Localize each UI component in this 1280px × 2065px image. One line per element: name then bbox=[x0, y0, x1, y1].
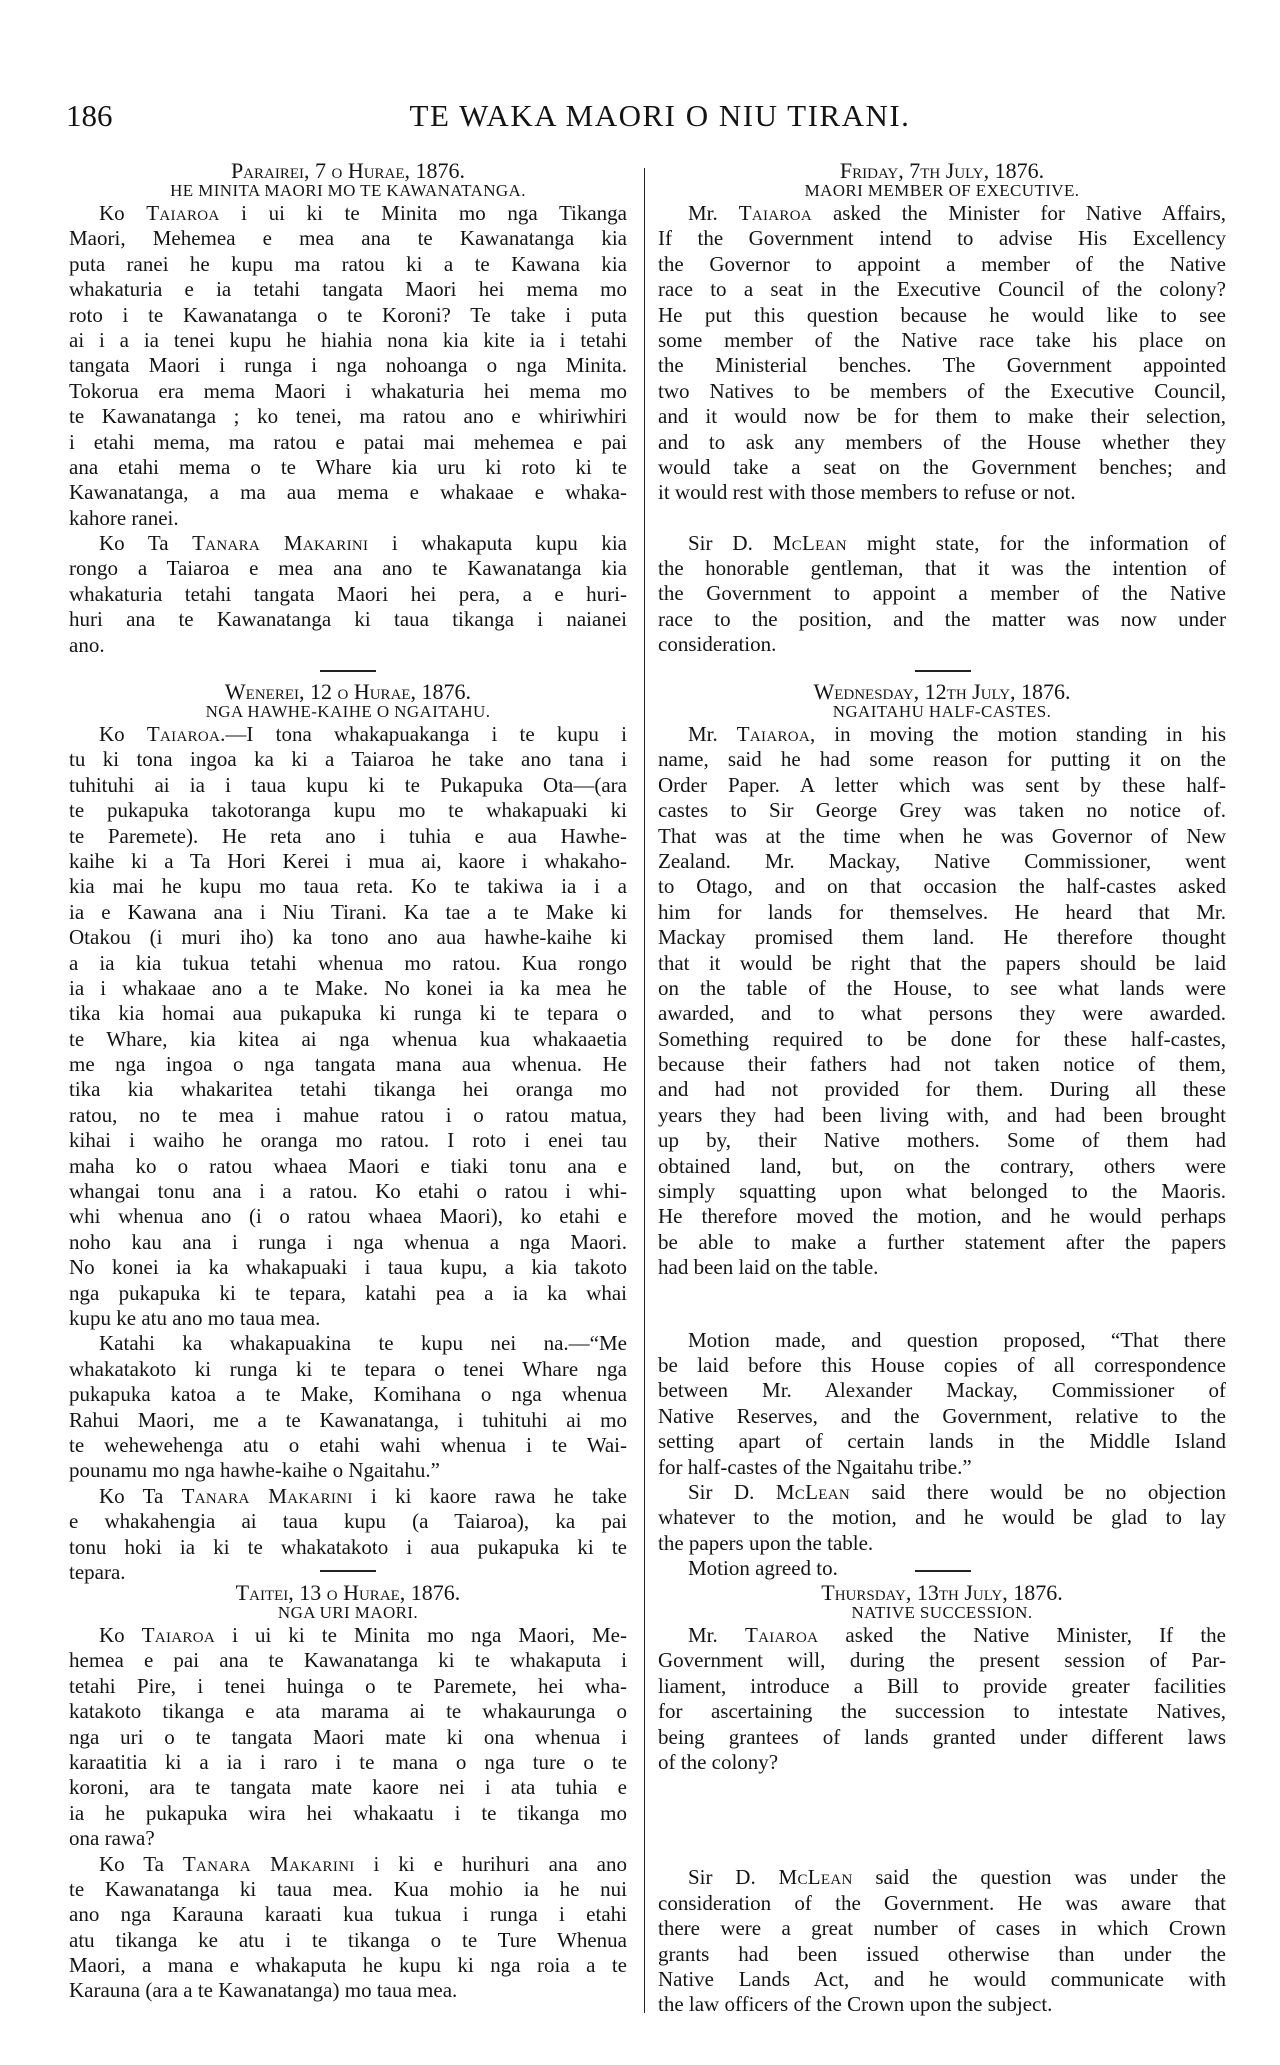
speaker-name: Taiaroa bbox=[146, 201, 220, 225]
text-line: awarded, and to what persons they were awarded. bbox=[658, 1001, 1226, 1026]
text-line: two Natives to be members of the Executive Council, bbox=[658, 378, 1226, 403]
paragraph bbox=[658, 1623, 1226, 1775]
paragraph bbox=[69, 1484, 627, 1586]
text-line: and had not provided for them. During all these bbox=[658, 1077, 1226, 1102]
text-line: being grantees of lands granted under different laws bbox=[658, 1724, 1226, 1749]
page-number: 186 bbox=[66, 98, 113, 133]
section-english-3 bbox=[658, 1582, 1226, 2018]
text-line: whakaturia e ia tetahi tangata Maori hei mema mo bbox=[69, 277, 627, 302]
text-line: to Otago, and on that occasion the half-castes asked bbox=[658, 874, 1226, 899]
text-line: Government will, during the present session of Par- bbox=[658, 1648, 1226, 1673]
text-line: tonu hoki ia ki te whakatakoto i aua pukapuka ki te bbox=[69, 1534, 627, 1559]
text-line: He put this question because he would like to see bbox=[658, 302, 1226, 327]
text-line: him for lands for themselves. He heard that Mr. bbox=[658, 899, 1226, 924]
section-body bbox=[658, 1623, 1226, 2018]
speaker-name: Taiaroa bbox=[736, 722, 811, 746]
speaker-name: Taiaroa bbox=[141, 1623, 215, 1647]
text-line: Native Reserves, and the Government, relative to the bbox=[658, 1403, 1226, 1428]
text-line: race to the position, and the matter was now under bbox=[658, 606, 1226, 631]
text-line: some member of the Native race take his place on bbox=[658, 327, 1226, 352]
text-line: of the colony? bbox=[658, 1749, 779, 1774]
text-line: Native Lands Act, and he would communicate with bbox=[658, 1966, 1226, 1991]
text-line: ratou, no te mea i mahue ratou i o ratou matua, bbox=[69, 1102, 627, 1127]
paragraph bbox=[69, 722, 627, 1331]
text-line: castes to Sir George Grey was taken no notice of. bbox=[658, 798, 1226, 823]
text-line: rongo a Taiaroa e mea ana ano te Kawanatanga kia bbox=[69, 556, 627, 581]
text-line: ano. bbox=[69, 632, 105, 657]
text-line: whakaturia tetahi tangata Maori hei pera, a e huri- bbox=[69, 581, 627, 606]
text-line: the honorable gentleman, that it was the intention of bbox=[658, 556, 1226, 581]
text-line: Motion agreed to. bbox=[688, 1556, 838, 1581]
text-line: Ko Ta Tanara Makarini i whakaputa kupu kia bbox=[99, 531, 627, 556]
speaker-name: McLean bbox=[775, 1479, 850, 1504]
paragraph bbox=[69, 1331, 627, 1483]
text-line: Maori, a mana e whakaputa he kupu ki nga roia a te bbox=[69, 1953, 627, 1978]
section-body bbox=[69, 201, 627, 658]
text-line: up by, their Native mothers. Some of them had bbox=[658, 1128, 1226, 1153]
section-date: Friday, 7th July, 1876. bbox=[839, 158, 1045, 183]
paragraph bbox=[658, 201, 1226, 506]
section-rule bbox=[915, 670, 971, 672]
text-line: That was at the time when he was Governor of New bbox=[658, 823, 1226, 848]
text-line: Ko Taiaroa i ui ki te Minita mo nga Maori, Me- bbox=[99, 1623, 627, 1647]
text-line: Sir D. McLean said there would be no objection bbox=[688, 1479, 1226, 1504]
text-line: and to ask any members of the House whether they bbox=[658, 429, 1226, 454]
text-line: kahore ranei. bbox=[69, 505, 179, 530]
text-line: whatever to the motion, and he would be glad to lay bbox=[658, 1505, 1226, 1530]
section-heading: NGA HAWHE-KAIHE O NGAITAHU. bbox=[205, 702, 491, 721]
text-line: Ko Ta Tanara Makarini i ki e hurihuri ana ano bbox=[99, 1851, 628, 1876]
speaker-name: Tanara Makarini bbox=[181, 1483, 353, 1508]
paragraph bbox=[69, 531, 627, 658]
column-divider bbox=[644, 168, 645, 2013]
text-line: Ko Taiaroa i ui ki te Minita mo nga Tikanga bbox=[99, 201, 628, 225]
text-line: obtained land, but, on the contrary, others were bbox=[658, 1153, 1226, 1178]
text-line: Zealand. Mr. Mackay, Native Commissioner, went bbox=[658, 848, 1226, 873]
paragraph bbox=[69, 201, 627, 531]
text-line: on the table of the House, to see what lands were bbox=[658, 975, 1226, 1000]
text-line: Rahui Maori, me a te Kawanatanga, i tuhituhi ai mo bbox=[69, 1407, 627, 1432]
text-line: tuhituhi ai ia i taua kupu ki te Pukapuka Ota—(ara bbox=[69, 772, 627, 797]
text-line: simply squatting upon what belonged to the Maoris. bbox=[658, 1179, 1226, 1204]
paragraph bbox=[658, 722, 1226, 1281]
text-line: the law officers of the Crown upon the subject. bbox=[658, 1992, 1053, 2017]
text-line: because their fathers had not taken notice of them, bbox=[658, 1052, 1226, 1077]
text-line: race to a seat in the Executive Council of the colony? bbox=[658, 277, 1226, 302]
text-line: ana etahi mema o te Whare kia uru ki roto ki te bbox=[69, 454, 627, 479]
text-line: would take a seat on the Government benches; and bbox=[658, 454, 1226, 479]
text-line: ai i a ia tenei kupu he hiahia nona kia kite ia i tetahi bbox=[69, 327, 627, 352]
text-line: the papers upon the table. bbox=[658, 1530, 874, 1555]
text-line: for half-castes of the Ngaitahu tribe.” bbox=[658, 1454, 972, 1479]
text-line: te Whare, kia kitea ai nga whenua kua whakaaetia bbox=[69, 1026, 627, 1051]
text-line: there were a great number of cases in which Crown bbox=[658, 1916, 1226, 1941]
speaker-name: Tanara Makarini bbox=[192, 531, 369, 556]
section-heading: MAORI MEMBER OF EXECUTIVE. bbox=[804, 181, 1080, 200]
section-body bbox=[658, 201, 1226, 658]
text-line: kia mai he kupu mo taua reta. Ko te takiwa ia i a bbox=[69, 874, 627, 899]
text-line: nga uri o te tangata Maori mate ki ona whenua i bbox=[69, 1724, 627, 1749]
text-line: grants had been issued otherwise than under the bbox=[658, 1941, 1226, 1966]
text-line: had been laid on the table. bbox=[658, 1255, 879, 1280]
text-line: ia i whakaae ano a te Make. No konei ia ka mea he bbox=[69, 975, 627, 1000]
section-date: Wednesday, 12th July, 1876. bbox=[813, 679, 1071, 704]
section-heading: HE MINITA MAORI MO TE KAWANATANGA. bbox=[170, 181, 526, 200]
text-line: atu tikanga ke atu i te tikanga o te Ture Whenua bbox=[69, 1927, 627, 1952]
text-line: Karauna (ara a te Kawanatanga) mo taua mea. bbox=[69, 1978, 458, 2003]
text-line: Mr. Taiaroa, in moving the motion standing in his bbox=[688, 722, 1226, 746]
section-date: Taitei, 13 o Hurae, 1876. bbox=[235, 1580, 461, 1605]
section-body bbox=[658, 722, 1226, 1582]
speaker-name: Taiaroa bbox=[738, 201, 812, 225]
text-line: ano nga Karauna karaati kua tukua i runga i etahi bbox=[69, 1902, 627, 1927]
text-line: nga pukapuka ki te tepara, katahi pea a ia ka whai bbox=[69, 1280, 627, 1305]
text-line: Sir D. McLean said the question was under the bbox=[688, 1865, 1226, 1890]
text-line: puta ranei he kupu ma ratou ki a te Kawana kia bbox=[69, 251, 627, 276]
text-line: kaihe ki a Ta Hori Kerei i mua ai, kaore i whakaho- bbox=[69, 848, 627, 873]
paragraph bbox=[658, 531, 1226, 658]
text-line: be able to make a further statement after the papers bbox=[658, 1229, 1226, 1254]
text-line: years they had been living with, and had been brought bbox=[658, 1102, 1226, 1127]
section-body bbox=[69, 1623, 627, 2004]
text-line: katakoto tikanga e ata marama ai te whakaurunga o bbox=[69, 1699, 627, 1724]
text-line: liament, introduce a Bill to provide greater facilities bbox=[658, 1673, 1226, 1698]
text-line: te wehewehenga atu o etahi wahi whenua i te Wai- bbox=[69, 1432, 627, 1457]
text-line: pounamu mo nga hawhe-kaihe o Ngaitahu.” bbox=[69, 1458, 440, 1483]
text-line: consideration of the Government. He was aware that bbox=[658, 1890, 1226, 1915]
paragraph bbox=[69, 1852, 627, 2004]
text-line: hemea e pai ana te Kawanatanga ki te whakaputa i bbox=[69, 1648, 627, 1673]
speaker-name: Tanara Makarini bbox=[182, 1851, 355, 1876]
text-line: be laid before this House copies of all correspondence bbox=[658, 1352, 1226, 1377]
text-line: If the Government intend to advise His Excellency bbox=[658, 226, 1226, 251]
section-english-1 bbox=[658, 160, 1226, 658]
section-heading: NGA URI MAORI. bbox=[277, 1603, 419, 1622]
text-line: Something required to be done for these half-castes, bbox=[658, 1026, 1226, 1051]
section-date: Parairei, 7 o Hurae, 1876. bbox=[230, 158, 466, 183]
text-line: kihai i waiho he oranga mo ratou. I roto i enei tau bbox=[69, 1128, 627, 1153]
text-line: Kawanatanga, a ma aua mema e whakaae e whaka- bbox=[69, 480, 627, 505]
section-date: Wenerei, 12 o Hurae, 1876. bbox=[224, 679, 472, 704]
paragraph bbox=[658, 1480, 1226, 1556]
text-line: kupu ke atu ano mo taua mea. bbox=[69, 1305, 321, 1330]
section-heading: NGAITAHU HALF-CASTES. bbox=[832, 702, 1052, 721]
text-line: that it would be right that the papers should be laid bbox=[658, 950, 1226, 975]
paragraph bbox=[658, 1865, 1226, 2017]
text-line: the Ministerial benches. The Government appointed bbox=[658, 353, 1226, 378]
section-maori-3 bbox=[69, 1582, 627, 2004]
text-line: for ascertaining the succession to intestate Natives, bbox=[658, 1699, 1226, 1724]
newspaper-title: TE WAKA MAORI O NIU TIRANI. bbox=[409, 98, 911, 133]
text-line: tika kia homai aua pukapuka ki runga ki te tepara o bbox=[69, 1001, 627, 1026]
text-line: Sir D. McLean might state, for the information of bbox=[688, 530, 1226, 555]
text-line: koroni, ara te tangata mate kaore nei i ata tuhia e bbox=[69, 1775, 627, 1800]
paragraph bbox=[658, 1328, 1226, 1480]
text-line: the Government to appoint a member of the Native bbox=[658, 581, 1226, 606]
text-line: huri ana te Kawanatanga ki taua tikanga i naianei bbox=[69, 607, 627, 632]
text-line: ona rawa? bbox=[69, 1826, 155, 1851]
text-line: te Kawanatanga ki taua mea. Kua mohio ia he nui bbox=[69, 1876, 627, 1901]
text-line: He therefore moved the motion, and he would perhaps bbox=[658, 1204, 1226, 1229]
text-line: whangai tonu ana i a ratou. Ko etahi o ratou i whi- bbox=[69, 1179, 627, 1204]
paragraph bbox=[658, 1556, 1226, 1581]
text-line: tangata Maori i runga i nga nohoanga o nga Minita. bbox=[69, 353, 627, 378]
text-line: Otakou (i muri iho) ka tono ano aua hawhe-kaihe ki bbox=[69, 925, 627, 950]
section-maori-2 bbox=[69, 681, 627, 1585]
text-line: noho kau ana i runga i nga whenua a nga Maori. bbox=[69, 1229, 627, 1254]
text-line: me nga ingoa o nga tangata mana aua whenua. He bbox=[69, 1052, 627, 1077]
text-line: pukapuka katoa a te Make, Komihana o nga whenua bbox=[69, 1382, 627, 1407]
section-body bbox=[69, 722, 627, 1585]
text-line: Ko Ta Tanara Makarini i ki kaore rawa he take bbox=[99, 1483, 627, 1508]
text-line: name, said he had some reason for putting it on the bbox=[658, 747, 1226, 772]
text-line: te pukapuka takotoranga kupu mo te whakapuaki ki bbox=[69, 798, 627, 823]
text-line: tepara. bbox=[69, 1559, 126, 1584]
text-line: the Governor to appoint a member of the Native bbox=[658, 251, 1226, 276]
section-maori-1 bbox=[69, 160, 627, 658]
text-line: Mr. Taiaroa asked the Native Minister, If the bbox=[688, 1623, 1226, 1647]
text-line: consideration. bbox=[658, 632, 777, 657]
text-line: tetahi Pire, i tenei huinga o te Paremete, hei wha- bbox=[69, 1673, 627, 1698]
text-line: Tokorua era mema Maori i whakaturia hei mema mo bbox=[69, 378, 627, 403]
text-line: setting apart of certain lands in the Middle Island bbox=[658, 1429, 1226, 1454]
text-line: tika kia whakaritea tetahi tikanga hei oranga mo bbox=[69, 1077, 627, 1102]
text-line: e whakahengia ai taua kupu (a Taiaroa), ka pai bbox=[69, 1509, 627, 1534]
text-line: whi whenua ano (i o ratou whaea Maori), ko etahi e bbox=[69, 1204, 627, 1229]
text-line: Order Paper. A letter which was sent by these half- bbox=[658, 772, 1226, 797]
speaker-name: Taiaroa bbox=[146, 722, 221, 746]
text-line: Mr. Taiaroa asked the Minister for Native Affairs, bbox=[688, 201, 1226, 225]
text-line: a ia kia tukua tetahi whenua mo ratou. Kua rongo bbox=[69, 950, 627, 975]
speaker-name: Taiaroa bbox=[744, 1623, 819, 1647]
section-heading: NATIVE SUCCESSION. bbox=[851, 1603, 1033, 1622]
text-line: Mackay promised them land. He therefore thought bbox=[658, 925, 1226, 950]
text-line: it would rest with those members to refuse or not. bbox=[658, 480, 1076, 505]
text-line: karaatitia ki a ia i raro i te mana o nga ture o te bbox=[69, 1749, 627, 1774]
text-line: ia he pukapuka wira hei whakaatu i te tikanga mo bbox=[69, 1800, 627, 1825]
text-line: Ko Taiaroa.—I tona whakapuakanga i te kupu i bbox=[99, 722, 627, 746]
paragraph bbox=[69, 1623, 627, 1852]
text-line: No konei ia ka whakapuaki i taua kupu, a kia takoto bbox=[69, 1255, 627, 1280]
text-line: te Paremete). He reta ano i tuhia e aua Hawhe- bbox=[69, 823, 627, 848]
text-line: roto i te Kawanatanga o te Koroni? Te take i puta bbox=[69, 302, 627, 327]
text-line: between Mr. Alexander Mackay, Commissioner of bbox=[658, 1378, 1226, 1403]
section-rule bbox=[320, 670, 376, 672]
text-line: Maori, Mehemea e mea ana te Kawanatanga kia bbox=[69, 226, 627, 251]
section-english-2 bbox=[658, 681, 1226, 1582]
text-line: maha ko o ratou whaea Maori e tiaki tonu ana e bbox=[69, 1153, 627, 1178]
text-line: te Kawanatanga ; ko tenei, ma ratou ano e whiriwhiri bbox=[69, 404, 627, 429]
speaker-name: McLean bbox=[772, 530, 847, 555]
text-line: and it would now be for them to make their selection, bbox=[658, 404, 1226, 429]
speaker-name: McLean bbox=[778, 1865, 853, 1890]
text-line: Katahi ka whakapuakina te kupu nei na.—“Me bbox=[99, 1331, 627, 1356]
section-date: Thursday, 13th July, 1876. bbox=[821, 1580, 1063, 1605]
text-line: whakatakoto ki runga ki te tepara o tenei Whare nga bbox=[69, 1356, 627, 1381]
text-line: tu ki tona ingoa ka ki a Taiaroa he take ano tana i bbox=[69, 747, 627, 772]
text-line: ia e Kawana ana i Niu Tirani. Ka tae a te Make ki bbox=[69, 899, 627, 924]
text-line: Motion made, and question proposed, “That there bbox=[688, 1327, 1226, 1352]
text-line: i etahi mema, ma ratou e patai mai mehemea e pai bbox=[69, 429, 627, 454]
